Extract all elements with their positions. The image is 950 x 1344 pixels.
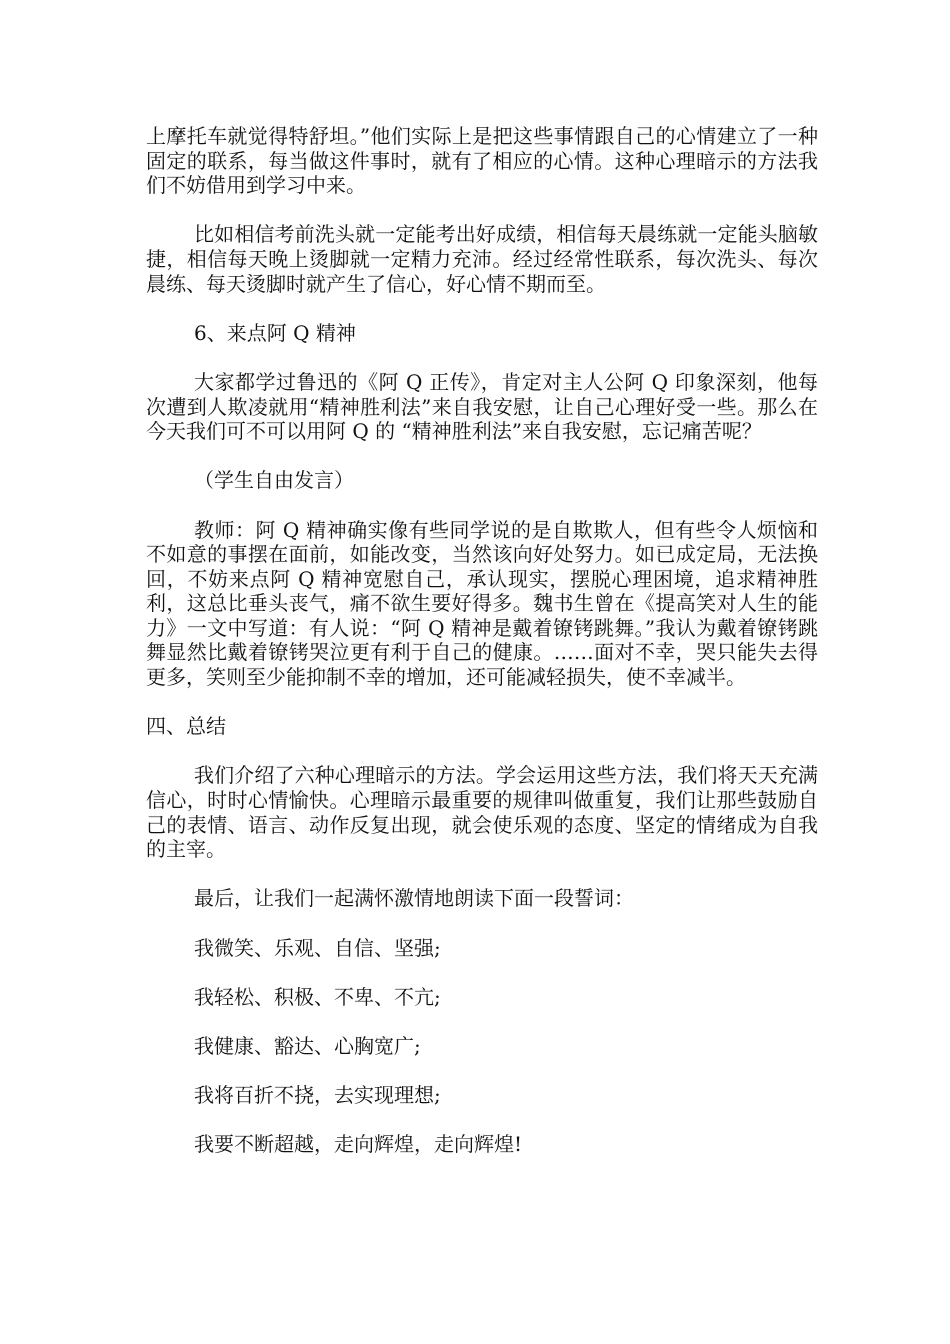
document-body: [146, 124, 818, 1182]
oath-line-3: 我健康、豁达、心胸宽广;: [194, 1033, 421, 1058]
paragraph-examples: 比如相信考前洗头就一定能考出好成绩，相信每天晨练就一定能头脑敏捷，相信每天晚上烫脚就一定精力充沛。经过经常性联系，每次洗头、每次晨练、每天烫脚时就产生了信心，好心情不期而至。: [146, 222, 818, 296]
paragraph-ah-q: 大家都学过鲁迅的《阿 Q 正传》，肯定对主人公阿 Q 印象深刻，他每次遭到人欺凌就用“精神胜利法”来自我安慰，让自己心理好受一些。那么在今天我们可不可以用阿 Q 的 “精神胜利法”来自我安慰，忘记痛苦呢？: [146, 369, 818, 444]
oath-line-4: 我将百折不挠，去实现理想;: [194, 1083, 441, 1108]
section-heading-6: 6、来点阿 Q 精神: [194, 320, 356, 345]
oath-line-2: 我轻松、积极、不卑、不亢;: [194, 984, 441, 1009]
paragraph-continuation: 上摩托车就觉得特舒坦。”他们实际上是把这些事情跟自己的心情建立了一种固定的联系，每当做这件事时，就有了相应的心情。这种心理暗示的方法我们不妨借用到学习中来。: [146, 124, 818, 198]
oath-line-1: 我微笑、乐观、自信、坚强;: [194, 935, 441, 960]
section-heading-summary: 四、总结: [146, 714, 226, 739]
paragraph-oath-intro: 最后，让我们一起满怀激情地朗读下面一段誓词：: [194, 886, 634, 911]
paragraph-teacher: 教师：阿 Q 精神确实像有些同学说的是自欺欺人，但有些令人烦恼和不如意的事摆在面前，如能改变，当然该向好处努力。如已成定局，无法换回，不妨来点阿 Q 精神宽慰自己，承认现实，摆脱心理困境，追求精神胜利，这总比垂头丧气，痛不欲生要好得多。魏书生曾在《提高笑对人生的能力》一文中写道：有人说：“阿 Q 精神是戴着镣铐跳舞。”我认为戴着镣铐跳舞显然比戴着镣铐哭泣更有利于自己的健康。……面对不幸，哭只能失去得更多，笑则至少能抑制不幸的增加，还可能减轻损失，使不幸减半。: [146, 517, 818, 690]
paragraph-student-speech: （学生自由发言）: [194, 468, 354, 493]
oath-line-5: 我要不断超越，走向辉煌，走向辉煌!: [194, 1132, 523, 1157]
paragraph-summary: 我们介绍了六种心理暗示的方法。学会运用这些方法，我们将天天充满信心，时时心情愉快。心理暗示最重要的规律叫做重复，我们让那些鼓励自己的表情、语言、动作反复出现，就会使乐观的态度、坚定的情绪成为自我的主宰。: [146, 763, 818, 862]
